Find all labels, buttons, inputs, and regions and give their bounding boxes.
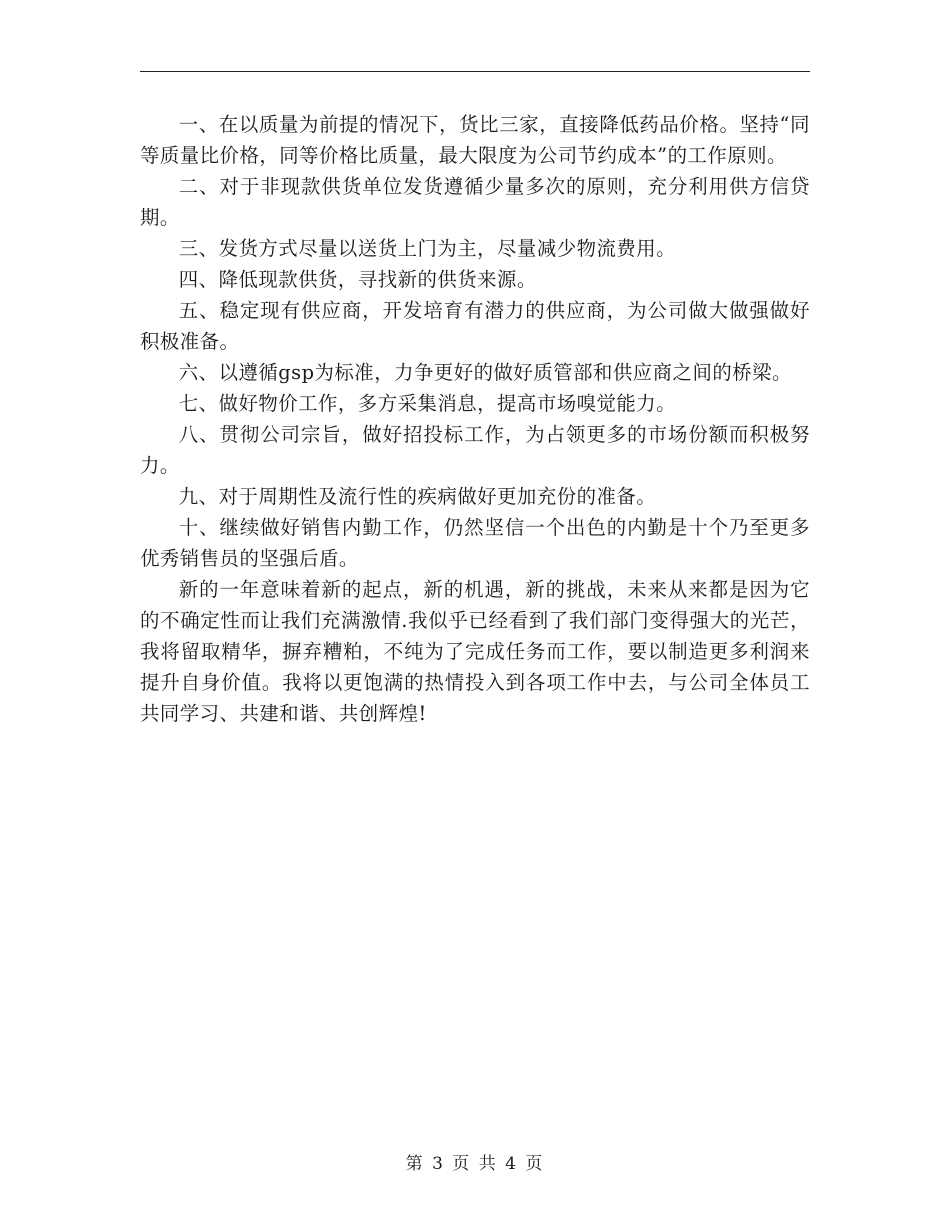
paragraph-1: 一、在以质量为前提的情况下，货比三家，直接降低药品价格。坚持“同等质量比价格，同等价格比质量，最大限度为公司节约成本”的工作原则。 bbox=[140, 113, 810, 167]
paragraph-10: 十、继续做好销售内勤工作，仍然坚信一个出色的内勤是十个乃至更多优秀销售员的坚强后盾。 bbox=[140, 516, 810, 570]
paragraph-6: 六、以遵循gsp为标准，力争更好的做好质管部和供应商之间的桥梁。 bbox=[178, 361, 792, 384]
paragraph-closing: 新的一年意味着新的起点，新的机遇，新的挑战，未来从来都是因为它的不确定性而让我们充满激情.我似乎已经看到了我们部门变得强大的光芒，我将留取精华，摒弃糟粕，不纯为了完成任务而工作，要以制造更多利润来提升自身价值。我将以更饱满的热情投入到各项工作中去，与公司全体员工共同学习、共建和谐、共创辉煌! bbox=[140, 578, 810, 725]
paragraph-9: 九、对于周期性及流行性的疾病做好更加充份的准备。 bbox=[178, 485, 657, 508]
paragraph-5: 五、稳定现有供应商，开发培育有潜力的供应商，为公司做大做强做好积极准备。 bbox=[140, 299, 810, 353]
paragraph-2: 二、对于非现款供货单位发货遵循少量多次的原则，充分利用供方信贷期。 bbox=[140, 175, 810, 229]
paragraph-3: 三、发货方式尽量以送货上门为主，尽量减少物流费用。 bbox=[178, 237, 677, 260]
paragraph-7: 七、做好物价工作，多方采集消息，提高市场嗅觉能力。 bbox=[178, 392, 677, 415]
paragraph-8: 八、贯彻公司宗旨，做好招投标工作，为占领更多的市场份额而积极努力。 bbox=[140, 423, 810, 477]
page-number: 第 3 页 共 4 页 bbox=[405, 1154, 545, 1174]
paragraph-4: 四、降低现款供货，寻找新的供货来源。 bbox=[178, 268, 537, 291]
document-body bbox=[140, 109, 810, 729]
header-rule bbox=[140, 71, 810, 72]
